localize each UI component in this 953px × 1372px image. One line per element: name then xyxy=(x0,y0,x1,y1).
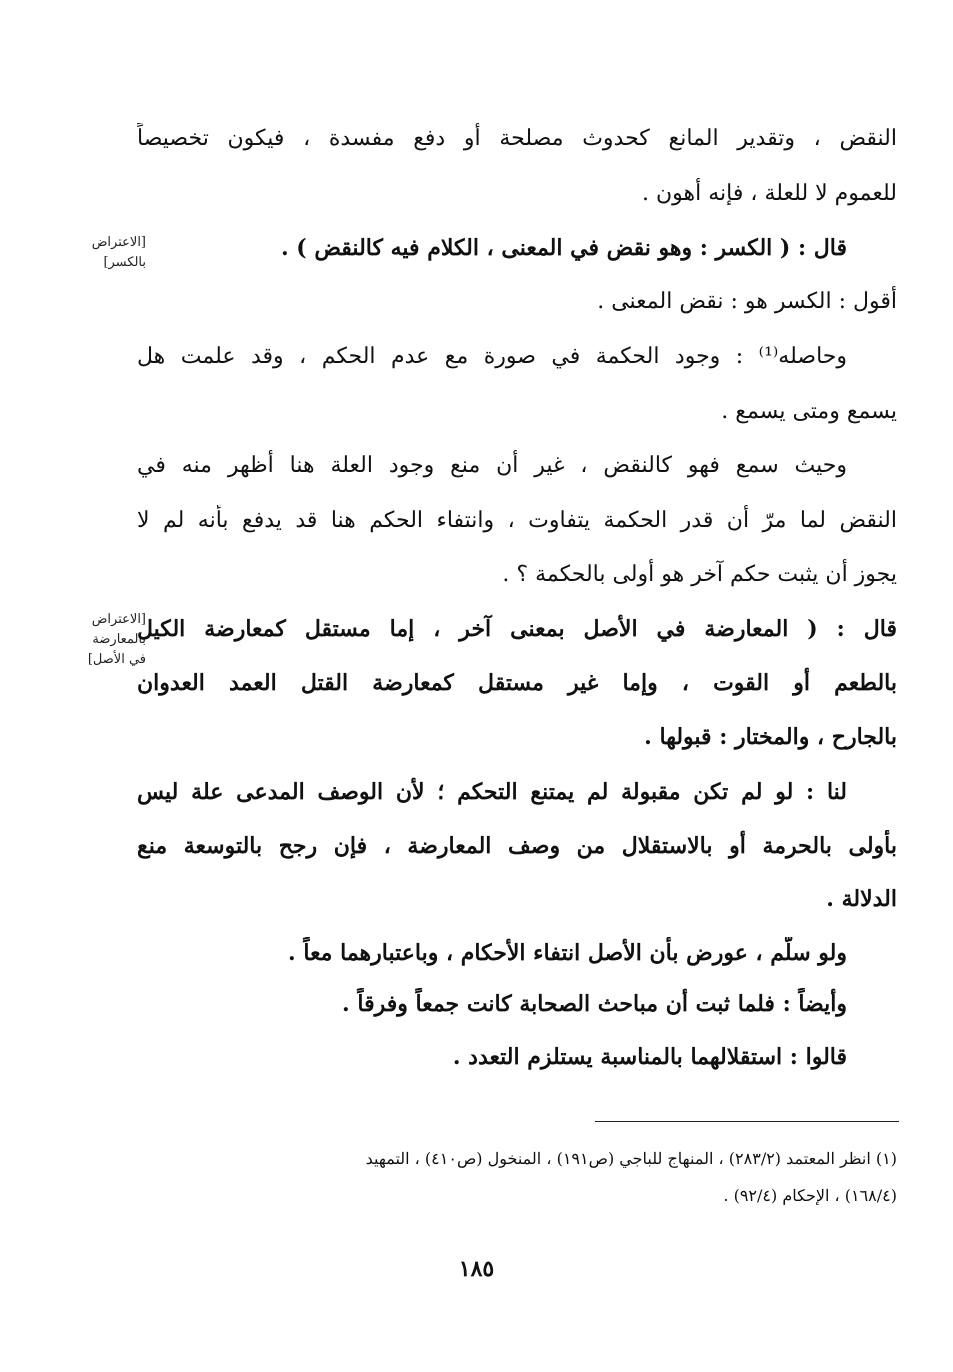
text-line-6: يسمع ومتى يسمع . xyxy=(721,399,897,424)
text-line-3: قال : ( الكسر : وهو نقض في المعنى ، الكلام فيه كالنقض ) . xyxy=(280,235,847,261)
text-line-12: بالجارح ، والمختار : قبولها . xyxy=(644,724,897,750)
text-line-2: للعموم لا للعلة ، فإنه أهون . xyxy=(642,181,897,206)
margin-note-line: [الاعتراض xyxy=(91,235,146,250)
margin-note-line: بالمعارضة xyxy=(92,632,146,647)
page-number: ١٨٥ xyxy=(458,1256,495,1282)
text-line-15: الدلالة . xyxy=(826,886,897,912)
text-line-9: يجوز أن يثبت حكم آخر هو أولى بالحكمة ؟ . xyxy=(502,562,897,587)
margin-note-line: [الاعتراض xyxy=(91,612,146,627)
footnote-separator xyxy=(595,1121,899,1122)
margin-note-kasr xyxy=(62,233,146,273)
text-line-4: أقول : الكسر هو : نقض المعنى . xyxy=(597,289,897,314)
footnote-line-2: (١٦٨/٤) ، الإحكام (٩٢/٤) . xyxy=(723,1186,897,1205)
text-line-16: ولو سلّم ، عورض بأن الأصل انتفاء الأحكام ، وباعتبارهما معاً . xyxy=(288,940,847,966)
margin-note-line: بالكسر] xyxy=(103,255,146,270)
text-line-5: وحاصله⁽¹⁾ : وجود الحكمة في صورة مع عدم الحكم ، وقد علمت هل xyxy=(137,344,847,369)
margin-note-muarada xyxy=(62,610,146,670)
margin-note-line: في الأصل] xyxy=(87,652,146,667)
text-line-1: النقض ، وتقدير المانع كحدوث مصلحة أو دفع مفسدة ، فيكون تخصيصاً xyxy=(137,126,897,151)
text-line-17: وأيضاً : فلما ثبت أن مباحث الصحابة كانت جمعاً وفرقاً . xyxy=(342,991,847,1017)
text-line-13: لنا : لو لم تكن مقبولة لم يمتنع التحكم ؛ لأن الوصف المدعى علة ليس xyxy=(137,779,847,805)
text-line-11: بالطعم أو القوت ، وإما غير مستقل كمعارضة القتل العمد العدوان xyxy=(137,670,897,696)
text-line-10: قال : ( المعارضة في الأصل بمعنى آخر ، إما مستقل كمعارضة الكيل xyxy=(137,616,897,642)
footnote-line-1: (١) انظر المعتمد (٢٨٣/٢) ، المنهاج للباجي (ص١٩١) ، المنخول (ص٤١٠) ، التمهيد xyxy=(365,1149,897,1168)
text-line-8: النقض لما مرّ أن قدر الحكمة يتفاوت ، وانتفاء الحكم هنا قد يدفع بأنه لم لا xyxy=(137,508,897,533)
text-line-7: وحيث سمع فهو كالنقض ، غير أن منع وجود العلة هنا أظهر منه في xyxy=(137,453,847,478)
text-line-14: بأولى بالحرمة أو بالاستقلال من وصف المعارضة ، فإن رجح بالتوسعة منع xyxy=(137,833,897,859)
text-line-18: قالوا : استقلالهما بالمناسبة يستلزم التعدد . xyxy=(452,1044,847,1070)
